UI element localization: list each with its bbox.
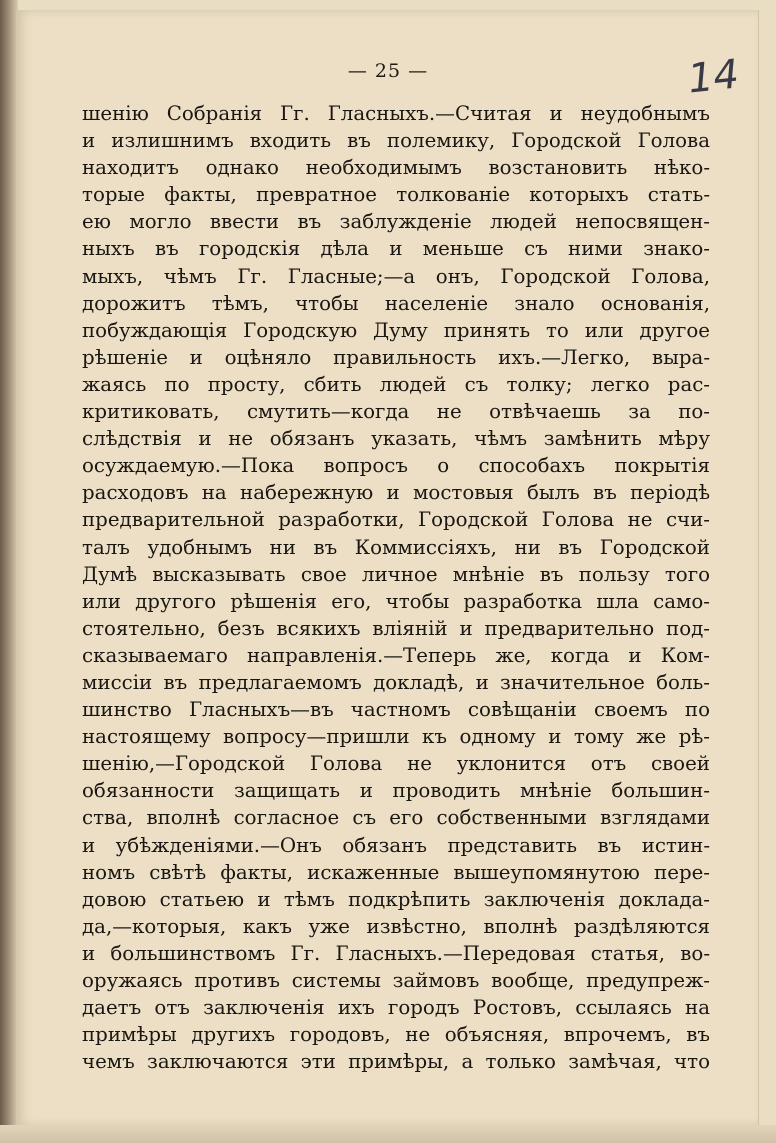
- text-line: талъ удобнымъ ни въ Коммиссіяхъ, ни въ Городской: [82, 535, 710, 559]
- text-line: сказываемаго направленія.—Теперь же, когда и Ком-: [82, 643, 710, 667]
- text-line: оружаясь противъ системы займовъ вообще, предупреж-: [82, 969, 710, 992]
- text-line: слѣдствія и не обязанъ указать, чѣмъ замѣнить мѣру: [82, 427, 710, 451]
- text-line: торые факты, превратное толкованіе которыхъ стать-: [82, 183, 710, 207]
- text-line: номъ свѣтѣ факты, искаженные вышеупомянутою пере-: [82, 860, 710, 884]
- text-line: шенію,—Городской Голова не уклонится отъ своей: [82, 752, 710, 776]
- text-line: шенію Собранія Гг. Гласныхъ.—Считая и неудобнымъ: [82, 102, 710, 125]
- body-text: [82, 100, 710, 1075]
- text-line: довою статьею и тѣмъ подкрѣпить заключенія доклада-: [82, 887, 710, 911]
- text-line: ею могло ввести въ заблужденіе людей непосвящен-: [82, 210, 710, 234]
- text-line: и убѣжденіями.—Онъ обязанъ представить въ истин-: [82, 833, 710, 857]
- text-line: ныхъ въ городскія дѣла и меньше съ ними знако-: [82, 237, 710, 261]
- text-line: шинство Гласныхъ—въ частномъ совѣщаніи своемъ по: [82, 698, 710, 722]
- text-line: ства, вполнѣ согласное съ его собственными взглядами: [82, 806, 710, 830]
- text-line: чемъ заключаются эти примѣры, а только замѣчая, что: [82, 1050, 710, 1074]
- page-bottom-edge: [0, 1125, 776, 1143]
- text-line: да,—которыя, какъ уже извѣстно, вполнѣ раздѣляются: [82, 914, 710, 938]
- text-line: дорожитъ тѣмъ, чтобы населеніе знало основанія,: [82, 291, 710, 315]
- page-number: — 25 —: [347, 60, 429, 82]
- text-line: побуждающія Городскую Думу принять то или другое: [82, 318, 710, 342]
- text-line: настоящему вопросу—пришли къ одному и тому же рѣ-: [82, 725, 710, 749]
- handwritten-folio-number: 14: [685, 51, 742, 103]
- text-line: и излишнимъ входить въ полемику, Городской Голова: [82, 129, 710, 153]
- text-line: даетъ отъ заключенія ихъ городъ Ростовъ, ссылаясь на: [82, 996, 710, 1020]
- text-line: критиковать, смутить—когда не отвѣчаешь за по-: [82, 400, 710, 424]
- text-line: находитъ однако необходимымъ возстановить нѣко-: [82, 156, 710, 180]
- text-line: рѣшеніе и оцѣняло правильность ихъ.—Легко, выра-: [82, 345, 710, 369]
- text-line: обязанности защищать и проводить мнѣніе большин-: [82, 779, 710, 803]
- text-line: расходовъ на набережную и мостовыя былъ въ періодѣ: [82, 481, 710, 505]
- text-line: осуждаемую.—Пока вопросъ о способахъ покрытія: [82, 454, 710, 478]
- text-line: и большинствомъ Гг. Гласныхъ.—Передовая статья, во-: [82, 941, 710, 965]
- text-line: Думѣ высказывать свое личное мнѣніе въ пользу того: [82, 562, 710, 586]
- text-line: миссіи въ предлагаемомъ докладѣ, и значительное боль-: [82, 670, 710, 694]
- text-line: стоятельно, безъ всякихъ вліяній и предварительно под-: [82, 616, 710, 640]
- text-line: предварительной разработки, Городской Голова не счи-: [82, 508, 710, 532]
- text-line: жаясь по просту, сбить людей съ толку; легко рас-: [82, 372, 710, 396]
- text-line: мыхъ, чѣмъ Гг. Гласные;—а онъ, Городской Голова,: [82, 264, 710, 288]
- text-line: или другого рѣшенія его, чтобы разработка шла само-: [82, 589, 710, 613]
- text-line: примѣры другихъ городовъ, не объясняя, впрочемъ, въ: [82, 1023, 710, 1047]
